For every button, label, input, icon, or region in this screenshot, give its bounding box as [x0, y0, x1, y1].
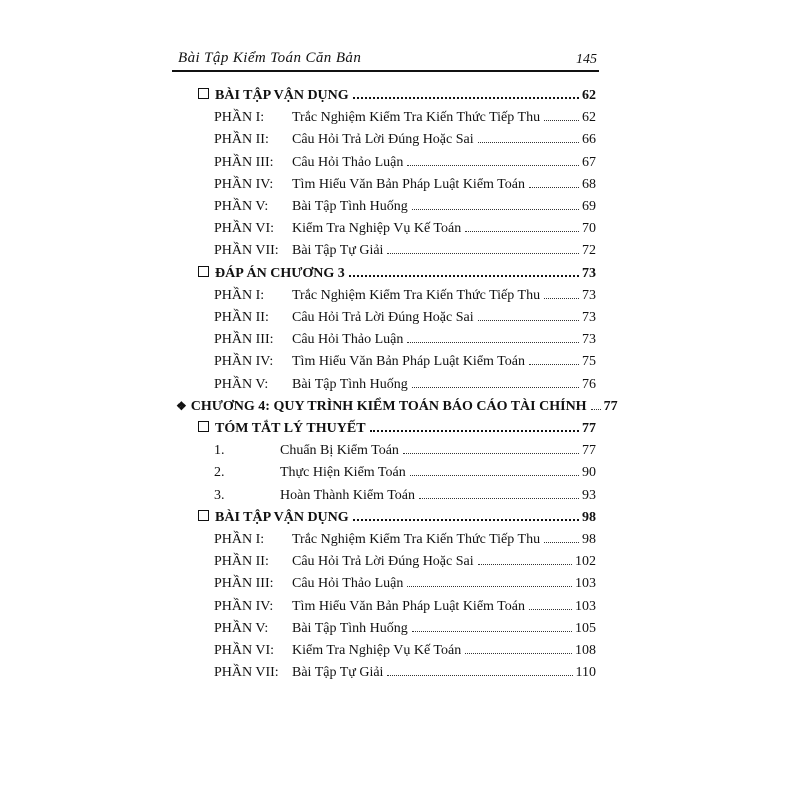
dot-leader [349, 275, 579, 277]
toc-part-label: PHẦN I: [214, 287, 265, 303]
dot-leader [529, 364, 579, 365]
toc-page-number: 72 [582, 243, 596, 259]
toc-item-row [214, 177, 596, 197]
toc-page-number: 77 [582, 421, 596, 436]
toc-page-number: 75 [582, 354, 596, 370]
dot-leader [544, 120, 579, 121]
toc-page-number: 73 [582, 265, 596, 281]
dot-leader [529, 609, 572, 610]
toc-entry-title: Tìm Hiểu Văn Bản Pháp Luật Kiểm Toán [292, 598, 525, 614]
toc-entry-title: Chuẩn Bị Kiểm Toán [280, 443, 399, 459]
dot-leader [412, 631, 572, 632]
toc-page-number: 103 [575, 576, 596, 592]
toc-part-label: PHẦN I: [214, 532, 265, 547]
toc-part-label: PHẦN IV: [214, 598, 274, 614]
toc-item-row [214, 643, 596, 663]
toc-item-row [214, 221, 596, 241]
toc-page-number: 66 [582, 132, 596, 148]
toc-item-row [214, 243, 596, 263]
dot-leader [478, 142, 579, 143]
toc-item-row [214, 377, 596, 397]
toc-part-label: PHẦN VI: [214, 643, 275, 658]
toc-entry-title: Câu Hỏi Thảo Luận [292, 576, 404, 592]
toc-item-row [214, 599, 596, 619]
toc-entry-title: Trắc Nghiệm Kiểm Tra Kiến Thức Tiếp Thu [292, 287, 541, 303]
toc-item-row [214, 332, 596, 352]
toc-item-row [214, 310, 596, 330]
toc-part-label: PHẦN II: [214, 554, 269, 570]
toc-numbered-row [214, 488, 596, 508]
toc-entry-title: Bài Tập Tình Huống [292, 376, 408, 392]
dot-leader [419, 498, 579, 499]
checkbox-bullet-icon [198, 510, 209, 521]
dot-leader [465, 231, 579, 232]
toc-section-row [198, 510, 596, 530]
toc-item-number: 2. [214, 465, 225, 481]
checkbox-bullet-icon [198, 266, 209, 277]
toc-part-label: PHẦN V: [214, 620, 269, 636]
toc-entry-title: Trắc Nghiệm Kiểm Tra Kiến Thức Tiếp Thu [292, 110, 541, 126]
toc-numbered-row [214, 465, 596, 485]
toc-part-label: PHẦN V: [214, 376, 269, 392]
toc-page-number: 73 [582, 310, 596, 325]
toc-part-label: PHẦN IV: [214, 354, 274, 370]
toc-entry-title: BÀI TẬP VẬN DỤNG [215, 509, 349, 525]
toc-entry-title: Câu Hỏi Trả Lời Đúng Hoặc Sai [292, 554, 474, 570]
checkbox-bullet-icon [198, 88, 209, 99]
dot-leader [478, 564, 572, 565]
dot-leader [529, 187, 579, 188]
toc-entry-title: Câu Hỏi Thảo Luận [292, 154, 404, 170]
toc-item-row [214, 576, 596, 596]
diamond-bullet-icon: ❖ [176, 398, 187, 413]
toc-part-label: PHẦN IV: [214, 176, 274, 192]
book-title: Bài Tập Kiểm Toán Căn Bản [178, 50, 362, 66]
toc-entry-title: TÓM TẮT LÝ THUYẾT [215, 421, 366, 436]
toc-entry-title: Bài Tập Tự Giải [292, 243, 384, 259]
dot-leader [465, 653, 572, 654]
toc-part-label: PHẦN III: [214, 332, 274, 348]
toc-entry-title: Hoàn Thành Kiểm Toán [280, 487, 415, 503]
toc-page-number: 98 [582, 532, 596, 547]
toc-part-label: PHẦN VII: [214, 665, 279, 681]
toc-entry-title: Thực Hiện Kiểm Toán [280, 465, 406, 481]
toc-part-label: PHẦN V: [214, 199, 269, 214]
toc-entry-title: Bài Tập Tình Huống [292, 199, 408, 214]
toc-item-row [214, 288, 596, 308]
toc-entry-title: Kiểm Tra Nghiệp Vụ Kế Toán [292, 643, 462, 658]
toc-numbered-row [214, 443, 596, 463]
toc-entry-title: Bài Tập Tự Giải [292, 665, 384, 681]
dot-leader [353, 519, 579, 521]
dot-leader [591, 409, 601, 410]
toc-page-number: 93 [582, 487, 596, 503]
toc-part-label: PHẦN VII: [214, 243, 279, 259]
toc-part-label: PHẦN I: [214, 110, 265, 126]
toc-item-row [214, 110, 596, 130]
dot-leader [410, 475, 579, 476]
toc-item-row [214, 554, 596, 574]
toc-page-number: 98 [582, 509, 596, 525]
toc-part-label: PHẦN III: [214, 154, 274, 170]
toc-entry-title: Tìm Hiểu Văn Bản Pháp Luật Kiểm Toán [292, 176, 525, 192]
toc-page-number: 70 [582, 221, 596, 237]
toc-item-number: 3. [214, 487, 225, 503]
toc-entry-title: Câu Hỏi Trả Lời Đúng Hoặc Sai [292, 310, 474, 325]
toc-page-number: 105 [575, 620, 596, 636]
toc-item-row [214, 665, 596, 685]
toc-part-label: PHẦN VI: [214, 221, 275, 237]
toc-item-row [214, 532, 596, 552]
toc-page-number: 77 [603, 398, 618, 414]
dot-leader [353, 97, 579, 99]
toc-page-number: 69 [582, 199, 596, 214]
toc-section-row [198, 266, 596, 286]
page-number: 145 [576, 52, 597, 67]
toc-part-label: PHẦN III: [214, 576, 274, 592]
toc-page-number: 102 [575, 554, 596, 570]
toc-item-row [214, 354, 596, 374]
dot-leader [407, 342, 579, 343]
toc-entry-title: Tìm Hiểu Văn Bản Pháp Luật Kiểm Toán [292, 354, 525, 370]
toc-entry-title: Câu Hỏi Thảo Luận [292, 332, 404, 348]
toc-page-number: 110 [575, 665, 596, 681]
toc-entry-title: Bài Tập Tình Huống [292, 620, 408, 636]
toc-entry-title: ĐÁP ÁN CHƯƠNG 3 [215, 265, 345, 281]
toc-entry-title: BÀI TẬP VẬN DỤNG [215, 88, 349, 103]
toc-section-row [198, 421, 596, 441]
dot-leader [403, 453, 579, 454]
dot-leader [370, 430, 579, 432]
toc-entry-title: Trắc Nghiệm Kiểm Tra Kiến Thức Tiếp Thu [292, 532, 541, 547]
toc-page-number: 90 [582, 465, 596, 481]
toc-item-number: 1. [214, 443, 225, 459]
dot-leader [407, 165, 579, 166]
dot-leader [387, 675, 572, 676]
toc-item-row [214, 132, 596, 152]
toc-entry-title: Câu Hỏi Trả Lời Đúng Hoặc Sai [292, 132, 474, 148]
toc-item-row [214, 155, 596, 175]
toc-page-number: 62 [582, 88, 596, 103]
toc-page-number: 103 [575, 598, 596, 614]
dot-leader [544, 542, 579, 543]
toc-page-number: 73 [582, 287, 596, 303]
toc-page-number: 76 [582, 376, 596, 392]
toc-page-number: 77 [582, 443, 596, 459]
toc-page-number: 67 [582, 154, 596, 170]
toc-entry-title: CHƯƠNG 4: QUY TRÌNH KIỂM TOÁN BÁO CÁO TÀI CHÍNH [190, 398, 587, 414]
checkbox-bullet-icon [198, 421, 209, 432]
toc-item-row [214, 621, 596, 641]
toc-part-label: PHẦN II: [214, 310, 269, 325]
toc-page-number: 62 [582, 110, 596, 126]
dot-leader [412, 387, 579, 388]
toc-page-number: 108 [575, 643, 596, 658]
toc-part-label: PHẦN II: [214, 132, 269, 148]
dot-leader [478, 320, 579, 321]
toc-page-number: 73 [582, 332, 596, 348]
toc-page-number: 68 [582, 176, 596, 192]
dot-leader [544, 298, 579, 299]
toc-entry-title: Kiểm Tra Nghiệp Vụ Kế Toán [292, 221, 462, 237]
toc-section-row [198, 88, 596, 108]
toc-chapter-row [176, 398, 618, 419]
dot-leader [387, 253, 579, 254]
dot-leader [412, 209, 579, 210]
dot-leader [407, 586, 572, 587]
toc-item-row [214, 199, 596, 219]
